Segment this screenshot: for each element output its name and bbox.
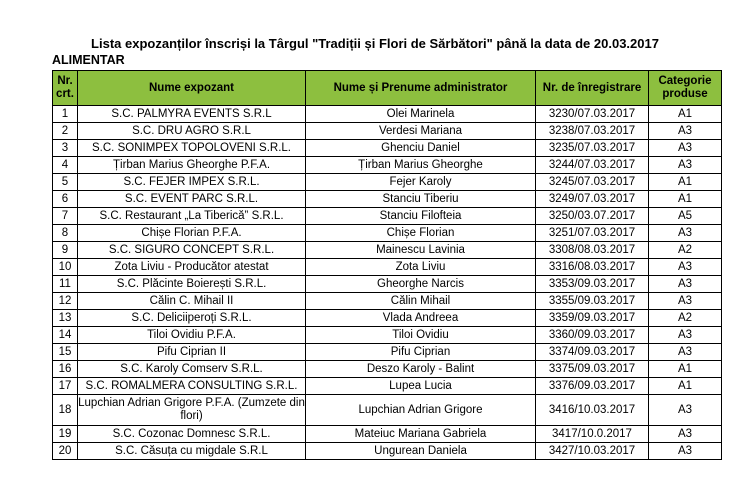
cell-categorie: A3 — [649, 344, 722, 361]
cell-expozant: S.C. Căsuța cu migdale S.R.L — [78, 443, 306, 460]
cell-inregistrare: 3238/07.03.2017 — [536, 123, 649, 140]
cell-administrator: Zota Liviu — [306, 259, 536, 276]
cell-expozant: S.C. PALMYRA EVENTS S.R.L — [78, 106, 306, 123]
cell-administrator: Lupchian Adrian Grigore — [306, 395, 536, 426]
exhibitors-table — [52, 70, 722, 460]
cell-inregistrare: 3417/10.0.2017 — [536, 426, 649, 443]
page-title: Lista expozanților înscriși la Târgul "Tradiții și Flori de Sărbători" până la data de 20.03.2017 — [91, 36, 659, 51]
cell-administrator: Mainescu Lavinia — [306, 242, 536, 259]
table-row — [53, 276, 722, 293]
table-row — [53, 225, 722, 242]
cell-administrator: Chișe Florian — [306, 225, 536, 242]
cell-nr: 4 — [53, 157, 78, 174]
cell-nr: 13 — [53, 310, 78, 327]
cell-inregistrare: 3316/08.03.2017 — [536, 259, 649, 276]
cell-expozant: S.C. ROMALMERA CONSULTING S.R.L. — [78, 378, 306, 395]
cell-nr: 3 — [53, 140, 78, 157]
cell-categorie: A1 — [649, 106, 722, 123]
table-row — [53, 310, 722, 327]
cell-expozant: Țirban Marius Gheorghe P.F.A. — [78, 157, 306, 174]
cell-inregistrare: 3353/09.03.2017 — [536, 276, 649, 293]
table-row — [53, 191, 722, 208]
cell-inregistrare: 3427/10.03.2017 — [536, 443, 649, 460]
cell-inregistrare: 3230/07.03.2017 — [536, 106, 649, 123]
cell-categorie: A1 — [649, 361, 722, 378]
header-categorie: Categorie produse — [649, 71, 722, 106]
cell-categorie: A1 — [649, 191, 722, 208]
cell-categorie: A3 — [649, 157, 722, 174]
cell-expozant: S.C. Plăcinte Boierești S.R.L. — [78, 276, 306, 293]
header-administrator: Nume și Prenume administrator — [306, 71, 536, 106]
cell-administrator: Verdesi Mariana — [306, 123, 536, 140]
cell-inregistrare: 3308/08.03.2017 — [536, 242, 649, 259]
header-inregistrare: Nr. de înregistrare — [536, 71, 649, 106]
cell-expozant: Călin C. Mihail II — [78, 293, 306, 310]
cell-nr: 17 — [53, 378, 78, 395]
cell-inregistrare: 3245/07.03.2017 — [536, 174, 649, 191]
cell-categorie: A3 — [649, 259, 722, 276]
cell-nr: 14 — [53, 327, 78, 344]
cell-categorie: A3 — [649, 225, 722, 242]
cell-inregistrare: 3251/07.03.2017 — [536, 225, 649, 242]
table-row — [53, 395, 722, 426]
cell-nr: 11 — [53, 276, 78, 293]
cell-administrator: Ungurean Daniela — [306, 443, 536, 460]
cell-administrator: Tiloi Ovidiu — [306, 327, 536, 344]
cell-inregistrare: 3375/09.03.2017 — [536, 361, 649, 378]
cell-nr: 8 — [53, 225, 78, 242]
cell-inregistrare: 3416/10.03.2017 — [536, 395, 649, 426]
cell-nr: 10 — [53, 259, 78, 276]
cell-administrator: Ghenciu Daniel — [306, 140, 536, 157]
cell-expozant: Tiloi Ovidiu P.F.A. — [78, 327, 306, 344]
cell-nr: 7 — [53, 208, 78, 225]
cell-expozant: S.C. SIGURO CONCEPT S.R.L. — [78, 242, 306, 259]
cell-expozant: S.C. Restaurant „La Tiberică” S.R.L. — [78, 208, 306, 225]
cell-expozant: S.C. EVENT PARC S.R.L. — [78, 191, 306, 208]
table-row — [53, 426, 722, 443]
header-nr: Nr. crt. — [53, 71, 78, 106]
cell-nr: 5 — [53, 174, 78, 191]
table-row — [53, 106, 722, 123]
table-row — [53, 208, 722, 225]
cell-expozant: Zota Liviu - Producător atestat — [78, 259, 306, 276]
cell-categorie: A2 — [649, 242, 722, 259]
cell-categorie: A3 — [649, 327, 722, 344]
table-body — [53, 106, 722, 460]
cell-inregistrare: 3250/03.07.2017 — [536, 208, 649, 225]
cell-nr: 12 — [53, 293, 78, 310]
cell-categorie: A3 — [649, 140, 722, 157]
cell-administrator: Fejer Karoly — [306, 174, 536, 191]
cell-expozant: Pifu Ciprian II — [78, 344, 306, 361]
cell-inregistrare: 3355/09.03.2017 — [536, 293, 649, 310]
section-heading: ALIMENTAR — [52, 53, 125, 67]
table-row — [53, 378, 722, 395]
table-row — [53, 259, 722, 276]
cell-nr: 20 — [53, 443, 78, 460]
table-row — [53, 344, 722, 361]
cell-categorie: A3 — [649, 395, 722, 426]
cell-administrator: Stanciu Tiberiu — [306, 191, 536, 208]
table-row — [53, 242, 722, 259]
cell-inregistrare: 3360/09.03.2017 — [536, 327, 649, 344]
cell-administrator: Olei Marinela — [306, 106, 536, 123]
cell-nr: 6 — [53, 191, 78, 208]
cell-expozant: Lupchian Adrian Grigore P.F.A. (Zumzete din flori) — [78, 395, 306, 426]
cell-categorie: A3 — [649, 293, 722, 310]
cell-inregistrare: 3244/07.03.2017 — [536, 157, 649, 174]
cell-expozant: S.C. Deliciiperoți S.R.L. — [78, 310, 306, 327]
table-row — [53, 174, 722, 191]
cell-nr: 18 — [53, 395, 78, 426]
cell-categorie: A3 — [649, 123, 722, 140]
cell-expozant: S.C. Cozonac Domnesc S.R.L. — [78, 426, 306, 443]
cell-administrator: Pifu Ciprian — [306, 344, 536, 361]
cell-nr: 16 — [53, 361, 78, 378]
cell-expozant: S.C. FEJER IMPEX S.R.L. — [78, 174, 306, 191]
cell-administrator: Lupea Lucia — [306, 378, 536, 395]
cell-administrator: Țirban Marius Gheorghe — [306, 157, 536, 174]
cell-inregistrare: 3359/09.03.2017 — [536, 310, 649, 327]
cell-expozant: S.C. DRU AGRO S.R.L — [78, 123, 306, 140]
cell-administrator: Vlada Andreea — [306, 310, 536, 327]
cell-inregistrare: 3249/07.03.2017 — [536, 191, 649, 208]
cell-categorie: A5 — [649, 208, 722, 225]
table-row — [53, 443, 722, 460]
cell-nr: 19 — [53, 426, 78, 443]
cell-nr: 1 — [53, 106, 78, 123]
cell-categorie: A1 — [649, 378, 722, 395]
cell-inregistrare: 3235/07.03.2017 — [536, 140, 649, 157]
cell-categorie: A3 — [649, 276, 722, 293]
cell-administrator: Deszo Karoly - Balint — [306, 361, 536, 378]
cell-administrator: Mateiuc Mariana Gabriela — [306, 426, 536, 443]
cell-nr: 9 — [53, 242, 78, 259]
cell-administrator: Gheorghe Narcis — [306, 276, 536, 293]
cell-administrator: Călin Mihail — [306, 293, 536, 310]
cell-nr: 15 — [53, 344, 78, 361]
table-row — [53, 361, 722, 378]
cell-inregistrare: 3376/09.03.2017 — [536, 378, 649, 395]
table-row — [53, 293, 722, 310]
table-row — [53, 123, 722, 140]
cell-categorie: A2 — [649, 310, 722, 327]
cell-categorie: A3 — [649, 443, 722, 460]
cell-expozant: S.C. Karoly Comserv S.R.L. — [78, 361, 306, 378]
cell-nr: 2 — [53, 123, 78, 140]
table-row — [53, 140, 722, 157]
cell-administrator: Stanciu Filofteia — [306, 208, 536, 225]
table-header-row — [53, 71, 722, 106]
cell-expozant: Chișe Florian P.F.A. — [78, 225, 306, 242]
table-row — [53, 327, 722, 344]
cell-categorie: A3 — [649, 426, 722, 443]
header-expozant: Nume expozant — [78, 71, 306, 106]
cell-expozant: S.C. SONIMPEX TOPOLOVENI S.R.L. — [78, 140, 306, 157]
table-row — [53, 157, 722, 174]
cell-inregistrare: 3374/09.03.2017 — [536, 344, 649, 361]
cell-categorie: A1 — [649, 174, 722, 191]
